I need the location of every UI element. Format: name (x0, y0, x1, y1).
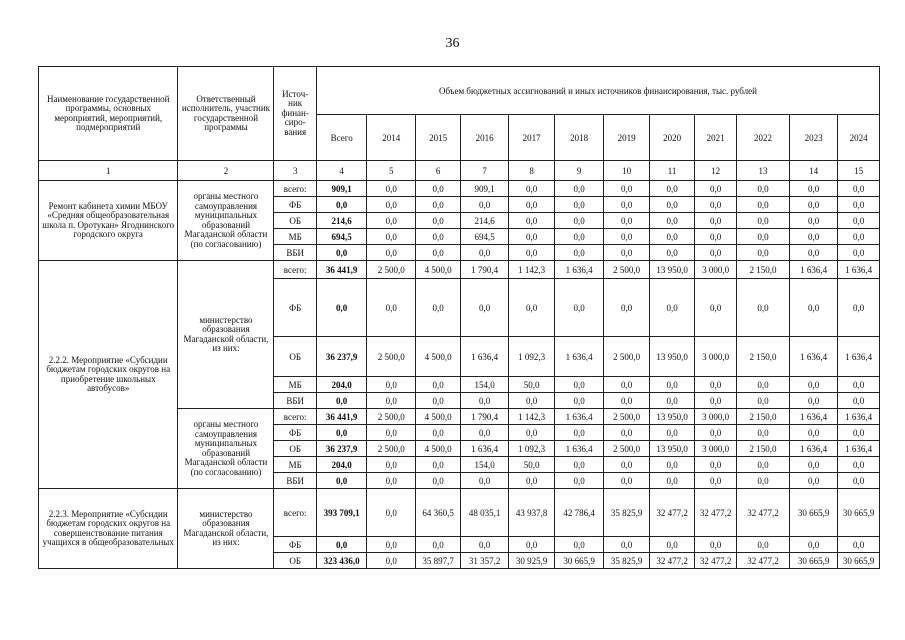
value-cell: 0,0 (415, 197, 460, 213)
value-cell: 0,0 (737, 213, 790, 229)
value-cell: 3 000,0 (694, 441, 736, 457)
value-cell: 31 357,2 (461, 553, 509, 569)
value-cell: 0,0 (694, 181, 736, 197)
value-cell: 0,0 (838, 425, 880, 441)
value-cell: 0,0 (367, 245, 416, 261)
value-cell: 13 950,0 (650, 441, 694, 457)
value-cell: 0,0 (650, 425, 694, 441)
value-cell: 0,0 (789, 377, 838, 393)
value-cell: 154,0 (461, 457, 509, 473)
total-cell: 0,0 (316, 279, 367, 337)
header-year: 2016 (461, 115, 509, 161)
value-cell: 0,0 (838, 457, 880, 473)
value-cell: 0,0 (415, 425, 460, 441)
value-cell: 50,0 (508, 377, 554, 393)
header-year: 2017 (508, 115, 554, 161)
value-cell: 0,0 (603, 393, 649, 409)
value-cell: 0,0 (367, 181, 416, 197)
page-number: 36 (445, 36, 460, 51)
value-cell: 2 150,0 (737, 441, 790, 457)
total-cell: 204,0 (316, 377, 367, 393)
column-number: 15 (838, 161, 880, 181)
value-cell: 0,0 (367, 393, 416, 409)
value-cell: 2 500,0 (603, 441, 649, 457)
value-cell: 0,0 (555, 393, 604, 409)
value-cell: 0,0 (789, 457, 838, 473)
value-cell: 0,0 (789, 245, 838, 261)
value-cell: 48 035,1 (461, 489, 509, 537)
value-cell: 0,0 (603, 537, 649, 553)
value-cell: 0,0 (367, 279, 416, 337)
value-cell: 2 150,0 (737, 337, 790, 377)
value-cell: 30 665,9 (838, 489, 880, 537)
header-responsible: Ответственный исполнитель, участник государственной программы (178, 67, 274, 161)
value-cell: 0,0 (508, 197, 554, 213)
value-cell: 0,0 (789, 213, 838, 229)
column-number: 12 (694, 161, 736, 181)
value-cell: 3 000,0 (694, 409, 736, 425)
value-cell: 30 925,9 (508, 553, 554, 569)
total-cell: 0,0 (316, 473, 367, 489)
value-cell: 0,0 (838, 537, 880, 553)
value-cell: 0,0 (555, 425, 604, 441)
value-cell: 2 500,0 (603, 337, 649, 377)
header-program: Наименование государственной программы, основных мероприятий, мероприятий, подмероприятий (39, 67, 178, 161)
value-cell: 0,0 (555, 197, 604, 213)
value-cell: 0,0 (603, 197, 649, 213)
value-cell: 1 636,4 (789, 409, 838, 425)
value-cell: 32 477,2 (737, 553, 790, 569)
value-cell: 0,0 (737, 457, 790, 473)
value-cell: 0,0 (737, 393, 790, 409)
value-cell: 0,0 (555, 229, 604, 245)
value-cell: 0,0 (737, 245, 790, 261)
value-cell: 0,0 (737, 377, 790, 393)
value-cell: 4 500,0 (415, 409, 460, 425)
value-cell: 0,0 (508, 279, 554, 337)
header-year: 2014 (367, 115, 416, 161)
value-cell: 0,0 (367, 489, 416, 537)
value-cell: 0,0 (694, 279, 736, 337)
value-cell: 35 897,7 (415, 553, 460, 569)
value-cell: 1 636,4 (838, 441, 880, 457)
value-cell: 1 636,4 (838, 337, 880, 377)
value-cell: 0,0 (508, 213, 554, 229)
total-cell: 909,1 (316, 181, 367, 197)
value-cell: 2 500,0 (603, 261, 649, 279)
value-cell: 1 142,3 (508, 409, 554, 425)
column-number: 7 (461, 161, 509, 181)
value-cell: 2 500,0 (367, 337, 416, 377)
column-number: 3 (274, 161, 316, 181)
value-cell: 0,0 (508, 245, 554, 261)
value-cell: 0,0 (603, 473, 649, 489)
total-cell: 393 709,1 (316, 489, 367, 537)
column-number: 1 (39, 161, 178, 181)
responsible-cell: министерство образования Магаданской области, из них: (178, 261, 274, 409)
source-cell: ОБ (274, 553, 316, 569)
value-cell: 0,0 (415, 377, 460, 393)
table-row (39, 261, 880, 279)
total-cell: 323 436,0 (316, 553, 367, 569)
header-funding: Объем бюджетных ассигнований и иных источников финансирования, тыс. рублей (316, 67, 879, 115)
value-cell: 0,0 (694, 425, 736, 441)
value-cell: 0,0 (415, 279, 460, 337)
source-cell: ВБИ (274, 393, 316, 409)
value-cell: 1 636,4 (838, 409, 880, 425)
value-cell: 0,0 (508, 181, 554, 197)
value-cell: 0,0 (650, 213, 694, 229)
source-cell: ВБИ (274, 245, 316, 261)
total-cell: 36 441,9 (316, 261, 367, 279)
total-cell: 36 237,9 (316, 441, 367, 457)
value-cell: 0,0 (367, 425, 416, 441)
value-cell: 0,0 (694, 377, 736, 393)
value-cell: 0,0 (694, 197, 736, 213)
value-cell: 0,0 (508, 393, 554, 409)
value-cell: 30 665,9 (555, 553, 604, 569)
value-cell: 3 000,0 (694, 337, 736, 377)
value-cell: 0,0 (737, 229, 790, 245)
value-cell: 1 636,4 (461, 337, 509, 377)
value-cell: 0,0 (789, 197, 838, 213)
value-cell: 1 636,4 (789, 337, 838, 377)
header-year: 2024 (838, 115, 880, 161)
value-cell: 43 937,8 (508, 489, 554, 537)
value-cell: 0,0 (555, 473, 604, 489)
column-number: 13 (737, 161, 790, 181)
header-year: 2023 (789, 115, 838, 161)
header-year: 2015 (415, 115, 460, 161)
column-number: 6 (415, 161, 460, 181)
value-cell: 0,0 (555, 245, 604, 261)
value-cell: 0,0 (603, 213, 649, 229)
column-number: 10 (603, 161, 649, 181)
value-cell: 0,0 (603, 377, 649, 393)
value-cell: 0,0 (461, 279, 509, 337)
value-cell: 0,0 (789, 393, 838, 409)
value-cell: 35 825,9 (603, 553, 649, 569)
value-cell: 0,0 (603, 425, 649, 441)
value-cell: 0,0 (415, 457, 460, 473)
value-cell: 0,0 (650, 377, 694, 393)
source-cell: всего: (274, 181, 316, 197)
column-number: 2 (178, 161, 274, 181)
value-cell: 0,0 (367, 197, 416, 213)
value-cell: 0,0 (789, 279, 838, 337)
value-cell: 0,0 (694, 393, 736, 409)
program-name-cell: 2.2.2. Мероприятие «Субсидии бюджетам городских округов на приобретение школьных автобусов» (39, 261, 178, 489)
value-cell: 2 500,0 (603, 409, 649, 425)
value-cell: 1 636,4 (789, 441, 838, 457)
program-name-cell: 2.2.3. Мероприятие «Субсидии бюджетам городских округов на совершенствование питания учащихся в общеобразовательных (39, 489, 178, 569)
value-cell: 0,0 (789, 537, 838, 553)
value-cell: 0,0 (838, 181, 880, 197)
value-cell: 0,0 (838, 197, 880, 213)
header-total: Всего (316, 115, 367, 161)
program-name-cell: Ремонт кабинета химии МБОУ «Средняя общеобразовательная школа п. Оротукан» Ягоднинского городского округа (39, 181, 178, 261)
value-cell: 0,0 (838, 473, 880, 489)
value-cell: 30 665,9 (789, 553, 838, 569)
value-cell: 0,0 (694, 537, 736, 553)
header-source: Источ-ник финан-сиро-вания (274, 67, 316, 161)
column-number-row (39, 161, 880, 181)
value-cell: 0,0 (461, 393, 509, 409)
value-cell: 0,0 (415, 213, 460, 229)
value-cell: 1 092,3 (508, 337, 554, 377)
value-cell: 0,0 (603, 457, 649, 473)
value-cell: 154,0 (461, 377, 509, 393)
value-cell: 0,0 (461, 473, 509, 489)
value-cell: 0,0 (838, 229, 880, 245)
column-number: 11 (650, 161, 694, 181)
value-cell: 0,0 (694, 457, 736, 473)
value-cell: 0,0 (650, 279, 694, 337)
value-cell: 2 500,0 (367, 409, 416, 425)
value-cell: 4 500,0 (415, 337, 460, 377)
value-cell: 0,0 (603, 245, 649, 261)
value-cell: 0,0 (415, 473, 460, 489)
value-cell: 0,0 (415, 537, 460, 553)
total-cell: 0,0 (316, 245, 367, 261)
source-cell: ОБ (274, 441, 316, 457)
total-cell: 0,0 (316, 393, 367, 409)
value-cell: 3 000,0 (694, 261, 736, 279)
value-cell: 30 665,9 (789, 489, 838, 537)
value-cell: 0,0 (694, 213, 736, 229)
value-cell: 0,0 (367, 377, 416, 393)
header-year: 2021 (694, 115, 736, 161)
value-cell: 0,0 (789, 229, 838, 245)
value-cell: 0,0 (415, 245, 460, 261)
value-cell: 0,0 (737, 473, 790, 489)
value-cell: 0,0 (461, 245, 509, 261)
source-cell: ВБИ (274, 473, 316, 489)
value-cell: 0,0 (789, 425, 838, 441)
table-row (39, 181, 880, 197)
responsible-cell: органы местного самоуправления муниципальных образований Магаданской области (по согласованию) (178, 409, 274, 489)
total-cell: 204,0 (316, 457, 367, 473)
value-cell: 0,0 (603, 279, 649, 337)
value-cell: 0,0 (838, 393, 880, 409)
value-cell: 13 950,0 (650, 409, 694, 425)
value-cell: 50,0 (508, 457, 554, 473)
value-cell: 1 636,4 (555, 409, 604, 425)
value-cell: 0,0 (367, 553, 416, 569)
source-cell: всего: (274, 409, 316, 425)
table-row (39, 489, 880, 537)
header-year: 2022 (737, 115, 790, 161)
value-cell: 0,0 (737, 181, 790, 197)
value-cell: 0,0 (789, 473, 838, 489)
responsible-cell: органы местного самоуправления муниципальных образований Магаданской области (по согласованию) (178, 181, 274, 261)
value-cell: 0,0 (838, 245, 880, 261)
total-cell: 36 441,9 (316, 409, 367, 425)
value-cell: 4 500,0 (415, 441, 460, 457)
value-cell: 0,0 (415, 393, 460, 409)
value-cell: 1 092,3 (508, 441, 554, 457)
source-cell: ОБ (274, 337, 316, 377)
responsible-cell: министерство образования Магаданской области, из них: (178, 489, 274, 569)
value-cell: 2 500,0 (367, 441, 416, 457)
value-cell: 0,0 (838, 279, 880, 337)
value-cell: 13 950,0 (650, 261, 694, 279)
header-year: 2019 (603, 115, 649, 161)
value-cell: 0,0 (508, 537, 554, 553)
value-cell: 0,0 (694, 229, 736, 245)
value-cell: 0,0 (650, 245, 694, 261)
value-cell: 32 477,2 (650, 553, 694, 569)
value-cell: 0,0 (603, 229, 649, 245)
value-cell: 1 636,4 (789, 261, 838, 279)
value-cell: 0,0 (838, 213, 880, 229)
value-cell: 32 477,2 (694, 553, 736, 569)
source-cell: всего: (274, 489, 316, 537)
value-cell: 0,0 (367, 457, 416, 473)
value-cell: 0,0 (650, 473, 694, 489)
value-cell: 0,0 (737, 279, 790, 337)
value-cell: 0,0 (555, 377, 604, 393)
value-cell: 214,6 (461, 213, 509, 229)
value-cell: 32 477,2 (737, 489, 790, 537)
value-cell: 0,0 (555, 279, 604, 337)
value-cell: 0,0 (555, 213, 604, 229)
source-cell: ФБ (274, 197, 316, 213)
value-cell: 694,5 (461, 229, 509, 245)
value-cell: 0,0 (415, 229, 460, 245)
value-cell: 0,0 (415, 181, 460, 197)
value-cell: 1 142,3 (508, 261, 554, 279)
value-cell: 0,0 (737, 197, 790, 213)
value-cell: 32 477,2 (650, 489, 694, 537)
value-cell: 0,0 (737, 537, 790, 553)
value-cell: 0,0 (650, 229, 694, 245)
value-cell: 32 477,2 (694, 489, 736, 537)
column-number: 4 (316, 161, 367, 181)
value-cell: 0,0 (367, 537, 416, 553)
total-cell: 0,0 (316, 197, 367, 213)
column-number: 9 (555, 161, 604, 181)
value-cell: 0,0 (508, 229, 554, 245)
source-cell: ФБ (274, 279, 316, 337)
value-cell: 0,0 (694, 245, 736, 261)
total-cell: 694,5 (316, 229, 367, 245)
value-cell: 4 500,0 (415, 261, 460, 279)
value-cell: 0,0 (789, 181, 838, 197)
value-cell: 42 786,4 (555, 489, 604, 537)
value-cell: 1 636,4 (461, 441, 509, 457)
value-cell: 0,0 (555, 537, 604, 553)
header-year: 2018 (555, 115, 604, 161)
value-cell: 0,0 (367, 213, 416, 229)
value-cell: 0,0 (367, 473, 416, 489)
source-cell: ФБ (274, 537, 316, 553)
source-cell: всего: (274, 261, 316, 279)
source-cell: ОБ (274, 213, 316, 229)
value-cell: 0,0 (555, 457, 604, 473)
value-cell: 13 950,0 (650, 337, 694, 377)
value-cell: 64 360,5 (415, 489, 460, 537)
value-cell: 1 636,4 (555, 337, 604, 377)
value-cell: 0,0 (461, 425, 509, 441)
value-cell: 0,0 (694, 473, 736, 489)
value-cell: 0,0 (650, 393, 694, 409)
value-cell: 2 500,0 (367, 261, 416, 279)
value-cell: 1 636,4 (838, 261, 880, 279)
value-cell: 0,0 (508, 473, 554, 489)
source-cell: ФБ (274, 425, 316, 441)
column-number: 14 (789, 161, 838, 181)
value-cell: 1 636,4 (555, 261, 604, 279)
value-cell: 2 150,0 (737, 261, 790, 279)
value-cell: 0,0 (650, 537, 694, 553)
total-cell: 214,6 (316, 213, 367, 229)
value-cell: 0,0 (650, 197, 694, 213)
total-cell: 0,0 (316, 537, 367, 553)
column-number: 8 (508, 161, 554, 181)
value-cell: 0,0 (650, 457, 694, 473)
total-cell: 0,0 (316, 425, 367, 441)
value-cell: 0,0 (461, 537, 509, 553)
value-cell: 0,0 (555, 181, 604, 197)
source-cell: МБ (274, 377, 316, 393)
header-year: 2020 (650, 115, 694, 161)
value-cell: 0,0 (367, 229, 416, 245)
value-cell: 0,0 (737, 425, 790, 441)
value-cell: 0,0 (603, 181, 649, 197)
source-cell: МБ (274, 229, 316, 245)
value-cell: 2 150,0 (737, 409, 790, 425)
value-cell: 0,0 (461, 197, 509, 213)
value-cell: 30 665,9 (838, 553, 880, 569)
value-cell: 35 825,9 (603, 489, 649, 537)
value-cell: 0,0 (508, 425, 554, 441)
column-number: 5 (367, 161, 416, 181)
value-cell: 0,0 (650, 181, 694, 197)
value-cell: 1 790,4 (461, 261, 509, 279)
total-cell: 36 237,9 (316, 337, 367, 377)
value-cell: 1 790,4 (461, 409, 509, 425)
value-cell: 1 636,4 (555, 441, 604, 457)
budget-table (38, 66, 880, 569)
value-cell: 909,1 (461, 181, 509, 197)
value-cell: 0,0 (838, 377, 880, 393)
source-cell: МБ (274, 457, 316, 473)
